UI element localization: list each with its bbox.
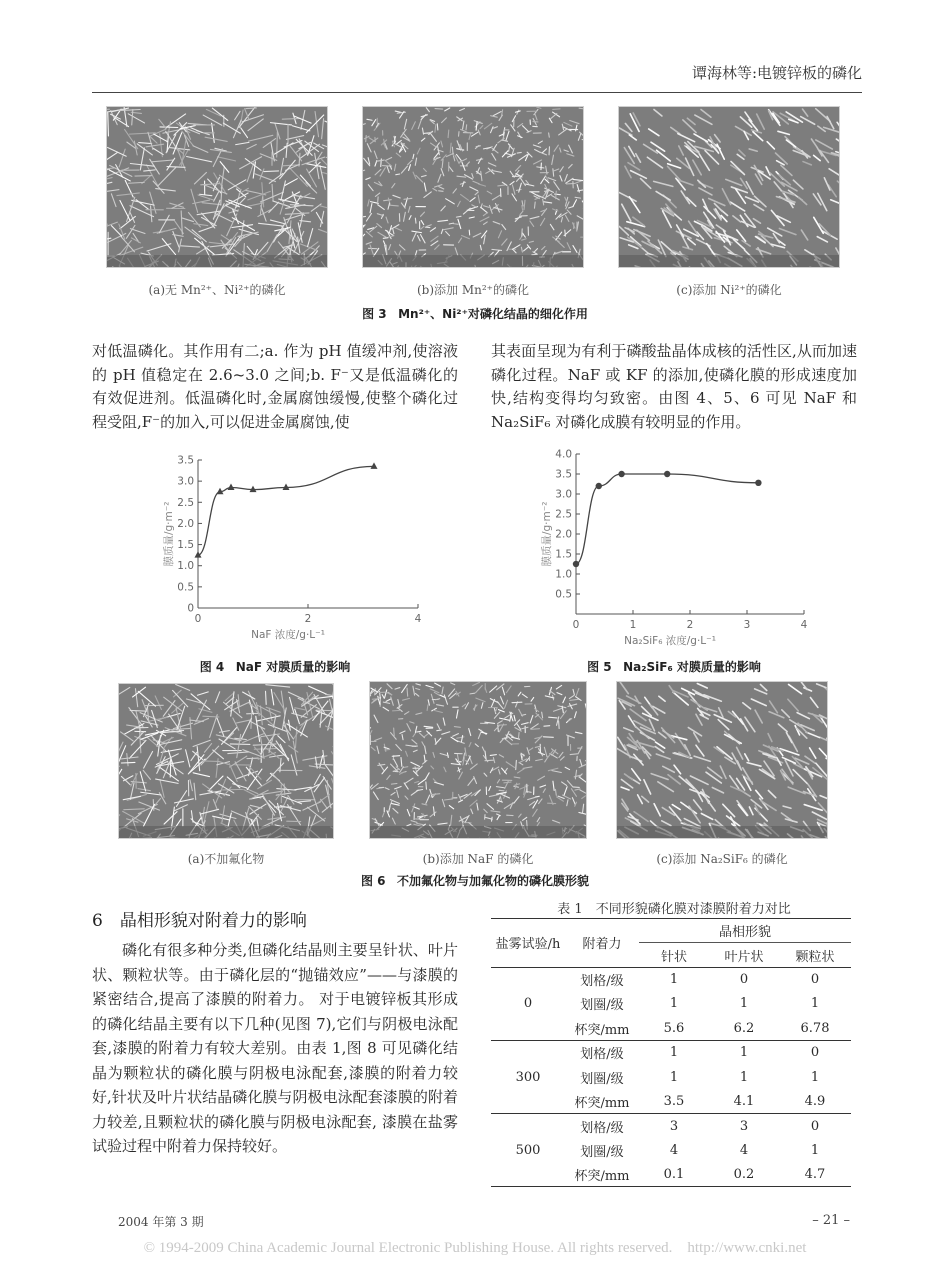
table-row bbox=[491, 967, 851, 991]
copyright-notice: © 1994-2009 China Academic Journal Electronic Publishing House. All rights reserved. http://www.cnki.net bbox=[143, 1240, 807, 1256]
table-cell-value: 0 bbox=[739, 972, 749, 988]
data-point bbox=[228, 483, 235, 490]
table-cell-value: 6.78 bbox=[779, 1016, 851, 1040]
table-cell-value: 5.6 bbox=[639, 1016, 709, 1040]
fig4-chart bbox=[140, 448, 440, 648]
x-tick-label: 0 bbox=[194, 613, 202, 625]
table-cell-item: 杯突/mm bbox=[565, 1016, 639, 1040]
y-tick-label: 3.5 bbox=[177, 454, 194, 467]
data-point bbox=[250, 486, 257, 493]
table-cell-value: 1 bbox=[810, 1142, 820, 1158]
x-axis-label: NaF 浓度/g·L⁻¹ bbox=[251, 629, 325, 641]
data-point bbox=[371, 462, 378, 469]
x-tick-label: 1 bbox=[629, 619, 637, 631]
x-tick-label: 4 bbox=[800, 619, 808, 631]
fig6-image-c bbox=[616, 681, 828, 839]
series-line bbox=[198, 466, 374, 555]
x-tick-label: 2 bbox=[304, 613, 312, 625]
x-tick-label: 4 bbox=[414, 613, 422, 625]
table-cell-item: 划圈/级 bbox=[580, 1071, 624, 1087]
fig3-image-c bbox=[618, 106, 840, 268]
x-tick-label: 0 bbox=[572, 619, 580, 631]
table-cell-value: 6.2 bbox=[709, 1016, 779, 1040]
fig6-caption: 图 6 不加氟化物与加氟化物的磷化膜形貌 bbox=[361, 874, 589, 888]
table-cell-value: 1 bbox=[810, 1069, 820, 1085]
table-cell-item: 划圈/级 bbox=[580, 998, 624, 1014]
table1-col-leaf: 叶片状 bbox=[709, 943, 779, 967]
section-6-title: 6 晶相形貌对附着力的影响 bbox=[92, 911, 307, 931]
table-cell-value: 0 bbox=[810, 1045, 820, 1061]
x-tick-label: 3 bbox=[743, 619, 751, 631]
table-cell-value: 0.2 bbox=[709, 1162, 779, 1186]
y-tick-label: 3.5 bbox=[555, 468, 572, 481]
table-cell-hours: 500 bbox=[491, 1114, 565, 1187]
fig3-image-b bbox=[362, 106, 584, 268]
table-cell-value: 4 bbox=[739, 1142, 749, 1158]
running-title: 谭海林等:电镀锌板的磷化 bbox=[691, 64, 862, 82]
table-cell-value: 1 bbox=[669, 996, 679, 1012]
y-tick-label: 2.0 bbox=[555, 528, 572, 541]
header-rule bbox=[92, 92, 862, 93]
fig6-image-b bbox=[369, 681, 587, 839]
y-tick-label: 1.0 bbox=[177, 560, 194, 573]
y-tick-label: 0.5 bbox=[177, 581, 194, 594]
paragraph-left: 对低温磷化。其作用有二;a. 作为 pH 值缓冲剂,使溶液的 pH 值稳定在 2.6~3.0 之间;b. F⁻又是低温磷化的有效促进剂。低温磷化时,金属腐蚀缓慢,使整个磷化过程受阻,F⁻的加入,可以促进金属腐蚀,使 bbox=[92, 342, 458, 431]
table-cell-value: 4 bbox=[669, 1142, 679, 1158]
table-row bbox=[491, 1040, 851, 1064]
series-line bbox=[576, 474, 758, 564]
fig3-caption: 图 3 Mn²⁺、Ni²⁺对磷化结晶的细化作用 bbox=[362, 307, 588, 321]
fig6-caption-c: (c)添加 Na₂SiF₆ 的磷化 bbox=[656, 852, 788, 866]
y-axis-label: 膜质量/g·m⁻² bbox=[541, 501, 553, 567]
data-point bbox=[283, 483, 290, 490]
section-6-body: 磷化有很多种分类,但磷化结晶则主要呈针状、叶片状、颗粒状等。由于磷化层的“抛锚效应”——与漆膜的紧密结合,提高了漆膜的附着力。 对于电镀锌板其形成的磷化结晶主要有以下几种(见图 7),它们与阴极电泳配套,漆膜的附着力有较大差别。由表 1,图 8 可见磷化结晶为颗粒状的磷化膜与阴极电泳配套,漆膜的附着力较好,针状及叶片状结晶磷化膜与阴极电泳配套漆膜的附着力较差,且颗粒状的磷化膜与阴极电泳配套, 漆膜在盐雾试验过程中附着力保持较好。 bbox=[92, 941, 458, 1155]
table-cell-value: 1 bbox=[669, 972, 679, 988]
table-row bbox=[491, 1114, 851, 1138]
y-tick-label: 1.0 bbox=[555, 568, 572, 581]
fig5-caption: 图 5 Na₂SiF₆ 对膜质量的影响 bbox=[587, 660, 761, 674]
y-tick-label: 2.5 bbox=[555, 508, 572, 521]
data-point bbox=[573, 561, 579, 567]
y-tick-label: 3.0 bbox=[177, 475, 194, 488]
table-cell-item: 杯突/mm bbox=[565, 1162, 639, 1186]
table-cell-value: 0 bbox=[810, 1118, 820, 1134]
table-cell-value: 1 bbox=[739, 996, 749, 1012]
fig6-caption-a: (a)不加氟化物 bbox=[187, 852, 265, 866]
table-cell-value: 3 bbox=[739, 1118, 749, 1134]
table-cell-item: 划格/级 bbox=[580, 1120, 624, 1136]
table-cell-value: 1 bbox=[739, 1045, 749, 1061]
table-cell-value: 1 bbox=[669, 1045, 679, 1061]
y-tick-label: 2.0 bbox=[177, 517, 194, 530]
y-tick-label: 1.5 bbox=[555, 548, 572, 561]
table1 bbox=[491, 918, 851, 1187]
fig3-caption-c: (c)添加 Ni²⁺的磷化 bbox=[676, 283, 782, 297]
table-cell-item: 划格/级 bbox=[580, 974, 624, 990]
paragraph-right: 其表面呈现为有利于磷酸盐晶体成核的活性区,从而加速磷化过程。NaF 或 KF 的添加,使磷化膜的形成速度加快,结构变得均匀致密。由图 4、5、6 可见 NaF 和 Na₂SiF₆ 对磷化成膜有较明显的作用。 bbox=[491, 342, 857, 431]
table-cell-value: 4.7 bbox=[779, 1162, 851, 1186]
table1-head-morph: 晶相形貌 bbox=[639, 919, 851, 943]
table-cell-value: 1 bbox=[739, 1069, 749, 1085]
y-tick-label: 0 bbox=[187, 602, 194, 615]
footer-page-number: – 21 – bbox=[812, 1213, 850, 1228]
table1-head-adhesion: 附着力 bbox=[565, 919, 639, 968]
y-axis-label: 膜质量/g·m⁻² bbox=[163, 501, 175, 567]
y-tick-label: 4.0 bbox=[555, 448, 572, 461]
table-cell-item: 划圈/级 bbox=[580, 1144, 624, 1160]
y-tick-label: 2.5 bbox=[177, 496, 194, 509]
table1-grid bbox=[491, 918, 851, 1187]
table-cell-value: 3.5 bbox=[639, 1089, 709, 1113]
fig3-caption-a: (a)无 Mn²⁺、Ni²⁺的磷化 bbox=[148, 283, 286, 297]
data-point bbox=[618, 471, 624, 477]
x-axis-label: Na₂SiF₆ 浓度/g·L⁻¹ bbox=[624, 635, 716, 647]
fig3-caption-b: (b)添加 Mn²⁺的磷化 bbox=[416, 283, 530, 297]
data-point bbox=[664, 471, 670, 477]
table-cell-hours: 0 bbox=[491, 967, 565, 1040]
y-tick-label: 0.5 bbox=[555, 588, 572, 601]
table-cell-value: 1 bbox=[669, 1069, 679, 1085]
fig6-image-a bbox=[118, 683, 334, 839]
table-cell-item: 杯突/mm bbox=[565, 1089, 639, 1113]
fig6-caption-b: (b)添加 NaF 的磷化 bbox=[422, 852, 534, 866]
table-cell-value: 0 bbox=[810, 972, 820, 988]
fig5-chart bbox=[520, 440, 820, 648]
table-cell-value: 4.1 bbox=[709, 1089, 779, 1113]
table1-col-granule: 颗粒状 bbox=[779, 943, 851, 967]
table-cell-value: 0.1 bbox=[639, 1162, 709, 1186]
table-cell-value: 1 bbox=[810, 996, 820, 1012]
table1-col-needle: 针状 bbox=[639, 943, 709, 967]
table-cell-value: 4.9 bbox=[779, 1089, 851, 1113]
table-cell-value: 3 bbox=[669, 1118, 679, 1134]
y-tick-label: 3.0 bbox=[555, 488, 572, 501]
table-cell-hours: 300 bbox=[491, 1040, 565, 1113]
fig3-image-a bbox=[106, 106, 328, 268]
data-point bbox=[755, 480, 761, 486]
x-tick-label: 2 bbox=[686, 619, 694, 631]
table-cell-item: 划格/级 bbox=[580, 1047, 624, 1063]
table1-head-salt: 盐雾试验/h bbox=[491, 919, 565, 968]
table1-title: 表 1 不同形貌磷化膜对漆膜附着力对比 bbox=[557, 902, 791, 917]
footer-issue: 2004 年第 3 期 bbox=[118, 1215, 204, 1229]
fig4-caption: 图 4 NaF 对膜质量的影响 bbox=[199, 660, 351, 674]
data-point bbox=[596, 483, 602, 489]
y-tick-label: 1.5 bbox=[177, 539, 194, 552]
